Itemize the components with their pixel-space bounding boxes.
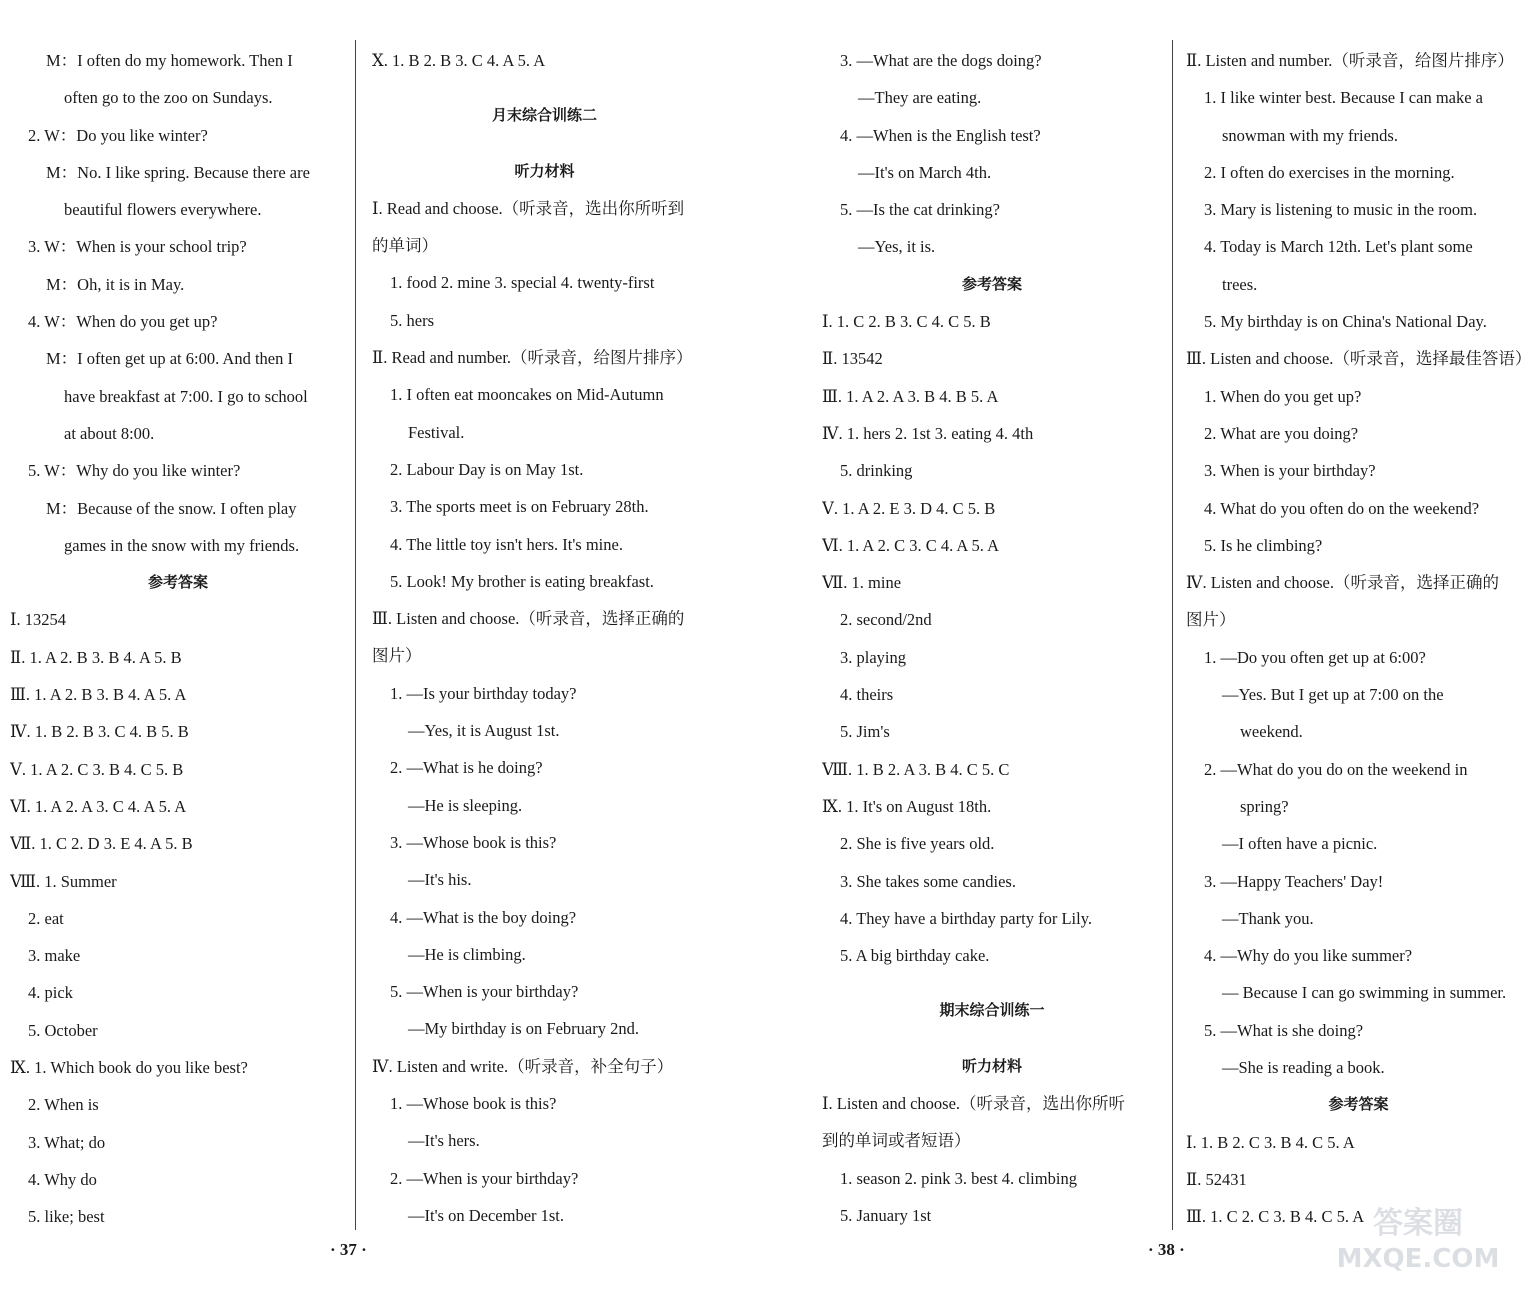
text-line: at about 8:00. — [64, 423, 155, 443]
text-line: —They are eating. — [858, 88, 982, 108]
text-line: Ⅳ. Listen and choose.（听录音，选择正确的 — [1186, 573, 1499, 593]
text-line: 4. W：When do you get up? — [28, 312, 218, 332]
text-line: 1. —Do you often get up at 6:00? — [1204, 647, 1426, 667]
text-line: snowman with my friends. — [1222, 125, 1398, 145]
text-line: 到的单词或者短语） — [822, 1131, 971, 1151]
text-line: —Thank you. — [1222, 908, 1314, 928]
column-3 — [822, 42, 1162, 1234]
text-line: Ⅰ. 13254 — [10, 610, 67, 630]
text-line: 5. —Is the cat drinking? — [840, 200, 1000, 220]
text-line: 3. When is your birthday? — [1204, 461, 1376, 481]
text-line: Ⅱ. 13542 — [822, 349, 883, 369]
watermark-top: 答案圈 — [1373, 1206, 1463, 1241]
text-line: 4. theirs — [840, 685, 894, 705]
section-heading: 参考答案 — [961, 274, 1022, 293]
text-line: Ⅵ. 1. A 2. C 3. C 4. A 5. A — [822, 535, 1000, 555]
spacer — [372, 135, 717, 153]
text-line: Ⅳ. 1. hers 2. 1st 3. eating 4. 4th — [822, 423, 1034, 443]
column-divider — [355, 40, 356, 1230]
text-line: M：Oh, it is in May. — [46, 274, 185, 294]
text-line: Ⅳ. Listen and write.（听录音，补全句子） — [372, 1056, 674, 1076]
text-line: games in the snow with my friends. — [64, 535, 300, 555]
text-line: Ⅴ. 1. A 2. C 3. B 4. C 5. B — [10, 759, 184, 779]
text-line: Ⅰ. Read and choose.（听录音，选出你所听到 — [372, 198, 685, 218]
text-line: 2. What are you doing? — [1204, 423, 1359, 443]
text-line: 5. Look! My brother is eating breakfast. — [390, 571, 654, 591]
text-line: Ⅲ. 1. A 2. A 3. B 4. B 5. A — [822, 386, 999, 406]
text-line: 5. like; best — [28, 1207, 105, 1227]
text-line: 1. —Is your birthday today? — [390, 683, 577, 703]
text-line: 5. —What is she doing? — [1204, 1020, 1364, 1040]
text-line: 1. When do you get up? — [1204, 386, 1362, 406]
text-line: 2. —What is he doing? — [390, 758, 543, 778]
text-line: 1. —Whose book is this? — [390, 1094, 557, 1114]
text-line: 5. drinking — [840, 461, 913, 481]
text-line: —My birthday is on February 2nd. — [408, 1019, 639, 1039]
text-line: 3. —What are the dogs doing? — [840, 51, 1042, 70]
text-line: spring? — [1240, 796, 1289, 816]
text-line: 5. January 1st — [840, 1205, 932, 1225]
text-line: Ⅰ. Listen and choose.（听录音，选出你所听 — [822, 1094, 1126, 1114]
text-line: Ⅲ. 1. C 2. C 3. B 4. C 5. A — [1186, 1207, 1365, 1227]
text-line: 4. What do you often do on the weekend? — [1204, 498, 1480, 518]
text-line: 2. She is five years old. — [840, 834, 995, 854]
column-divider — [1172, 40, 1173, 1230]
text-line: 5. Jim's — [840, 722, 890, 742]
text-line: —Yes, it is August 1st. — [408, 721, 560, 741]
text-line: Ⅲ. Listen and choose.（听录音，选择正确的 — [372, 609, 685, 629]
section-heading: 听力材料 — [961, 1056, 1022, 1075]
text-line: —It's on March 4th. — [858, 162, 992, 182]
text-line: often go to the zoo on Sundays. — [64, 88, 273, 108]
text-line: 3. Mary is listening to music in the room. — [1204, 200, 1478, 220]
text-line: 4. pick — [28, 983, 73, 1003]
text-line: 1. season 2. pink 3. best 4. climbing — [840, 1168, 1077, 1188]
spacer — [822, 974, 1162, 992]
text-line: Ⅸ. 1. It's on August 18th. — [822, 796, 992, 816]
text-line: Ⅲ. Listen and choose.（听录音，选择最佳答语） — [1186, 349, 1531, 369]
text-line: have breakfast at 7:00. I go to school — [64, 386, 308, 406]
text-line: Ⅸ. 1. Which book do you like best? — [10, 1058, 248, 1078]
text-line: Ⅶ. 1. C 2. D 3. E 4. A 5. B — [10, 834, 193, 854]
text-line: weekend. — [1240, 722, 1303, 742]
text-line: 4. —Why do you like summer? — [1204, 946, 1413, 966]
text-line: —He is sleeping. — [408, 795, 523, 815]
section-heading: 参考答案 — [1328, 1095, 1389, 1114]
text-line: 2. —When is your birthday? — [390, 1168, 579, 1188]
watermark-logo — [1318, 1199, 1518, 1275]
text-line: 5. Is he climbing? — [1204, 535, 1323, 555]
text-line: 2. eat — [28, 908, 64, 928]
text-line: 5. W：Why do you like winter? — [28, 461, 241, 481]
text-line: —It's his. — [408, 870, 472, 890]
text-line: Ⅶ. 1. mine — [822, 573, 902, 593]
text-line: Ⅷ. 1. Summer — [10, 871, 117, 891]
text-line: Ⅱ. Read and number.（听录音，给图片排序） — [372, 348, 693, 368]
text-line: —It's hers. — [408, 1131, 480, 1151]
text-line: 4. —What is the boy doing? — [390, 907, 577, 927]
text-line: Ⅱ. 52431 — [1186, 1169, 1247, 1189]
spacer — [822, 1030, 1162, 1048]
text-line: 5. My birthday is on China's National Day. — [1204, 312, 1487, 332]
column-1 — [10, 42, 346, 1236]
text-line: —She is reading a book. — [1222, 1058, 1385, 1078]
text-line: 5. October — [28, 1020, 98, 1040]
text-line: 3. —Happy Teachers' Day! — [1204, 871, 1384, 891]
text-line: Ⅹ. 1. B 2. B 3. C 4. A 5. A — [372, 51, 546, 70]
text-line: 图片） — [372, 646, 422, 666]
text-line: 3. She takes some candies. — [840, 871, 1016, 891]
section-heading: 期末综合训练一 — [939, 1001, 1045, 1020]
text-line: M：I often get up at 6:00. And then I — [46, 349, 294, 369]
text-line: 1. food 2. mine 3. special 4. twenty-first — [390, 273, 655, 293]
text-line: Ⅳ. 1. B 2. B 3. C 4. B 5. B — [10, 722, 189, 742]
text-line: 3. W：When is your school trip? — [28, 237, 247, 257]
page-number-left: · 37 · — [330, 1240, 367, 1259]
text-line: 5. A big birthday cake. — [840, 946, 990, 966]
text-line: 2. W：Do you like winter? — [28, 125, 208, 145]
text-line: 3. playing — [840, 647, 906, 667]
text-line: 3. —Whose book is this? — [390, 832, 557, 852]
spacer — [372, 79, 717, 97]
text-line: 3. make — [28, 946, 81, 966]
text-line: —I often have a picnic. — [1222, 834, 1378, 854]
text-line: 2. —What do you do on the weekend in — [1204, 759, 1468, 779]
text-line: M：Because of the snow. I often play — [46, 498, 297, 518]
text-line: — Because I can go swimming in summer. — [1222, 983, 1507, 1003]
text-line: Ⅱ. Listen and number.（听录音，给图片排序） — [1186, 51, 1514, 70]
text-line: 图片） — [1186, 610, 1236, 630]
text-line: 1. I like winter best. Because I can make a — [1204, 88, 1484, 108]
text-line: Ⅴ. 1. A 2. E 3. D 4. C 5. B — [822, 498, 996, 518]
text-line: 4. Today is March 12th. Let's plant some — [1204, 237, 1473, 257]
text-line: 2. I often do exercises in the morning. — [1204, 162, 1455, 182]
section-heading: 月末综合训练二 — [491, 106, 597, 125]
text-line: 1. I often eat mooncakes on Mid-Autumn — [390, 385, 664, 405]
text-line: —Yes, it is. — [858, 237, 936, 257]
text-line: Ⅰ. 1. C 2. B 3. C 4. C 5. B — [822, 312, 991, 332]
text-line: 的单词） — [372, 236, 438, 256]
text-line: 3. The sports meet is on February 28th. — [390, 497, 649, 517]
text-line: 2. second/2nd — [840, 610, 932, 630]
watermark-bottom: MXQE.COM — [1336, 1244, 1500, 1274]
text-line: 2. Labour Day is on May 1st. — [390, 459, 584, 479]
text-line: Festival. — [408, 422, 465, 442]
text-line: Ⅲ. 1. A 2. B 3. B 4. A 5. A — [10, 685, 187, 705]
section-heading: 听力材料 — [514, 161, 575, 180]
text-line: 2. When is — [28, 1095, 99, 1115]
text-line: 4. They have a birthday party for Lily. — [840, 908, 1093, 928]
text-line: Ⅰ. 1. B 2. C 3. B 4. C 5. A — [1186, 1132, 1355, 1152]
text-line: 4. Why do — [28, 1169, 97, 1189]
text-line: Ⅵ. 1. A 2. A 3. C 4. A 5. A — [10, 796, 187, 816]
text-line: 5. —When is your birthday? — [390, 982, 579, 1002]
text-line: —He is climbing. — [408, 944, 526, 964]
column-2 — [372, 42, 717, 1234]
text-line: 4. The little toy isn't hers. It's mine. — [390, 534, 623, 554]
text-line: Ⅱ. 1. A 2. B 3. B 4. A 5. B — [10, 647, 182, 667]
text-line: M：I often do my homework. Then I — [46, 51, 293, 70]
text-line: 5. hers — [390, 310, 434, 330]
text-line: —It's on December 1st. — [408, 1205, 565, 1225]
text-line: 3. What; do — [28, 1132, 106, 1152]
text-line: trees. — [1222, 274, 1258, 294]
page-number-right: · 38 · — [1148, 1240, 1185, 1259]
text-line: 4. —When is the English test? — [840, 125, 1041, 145]
text-line: beautiful flowers everywhere. — [64, 200, 262, 220]
text-line: Ⅷ. 1. B 2. A 3. B 4. C 5. C — [822, 759, 1010, 779]
text-line: —Yes. But I get up at 7:00 on the — [1222, 685, 1444, 705]
section-heading: 参考答案 — [147, 573, 208, 592]
text-line: M：No. I like spring. Because there are — [46, 162, 310, 182]
column-4 — [1186, 42, 1531, 1236]
